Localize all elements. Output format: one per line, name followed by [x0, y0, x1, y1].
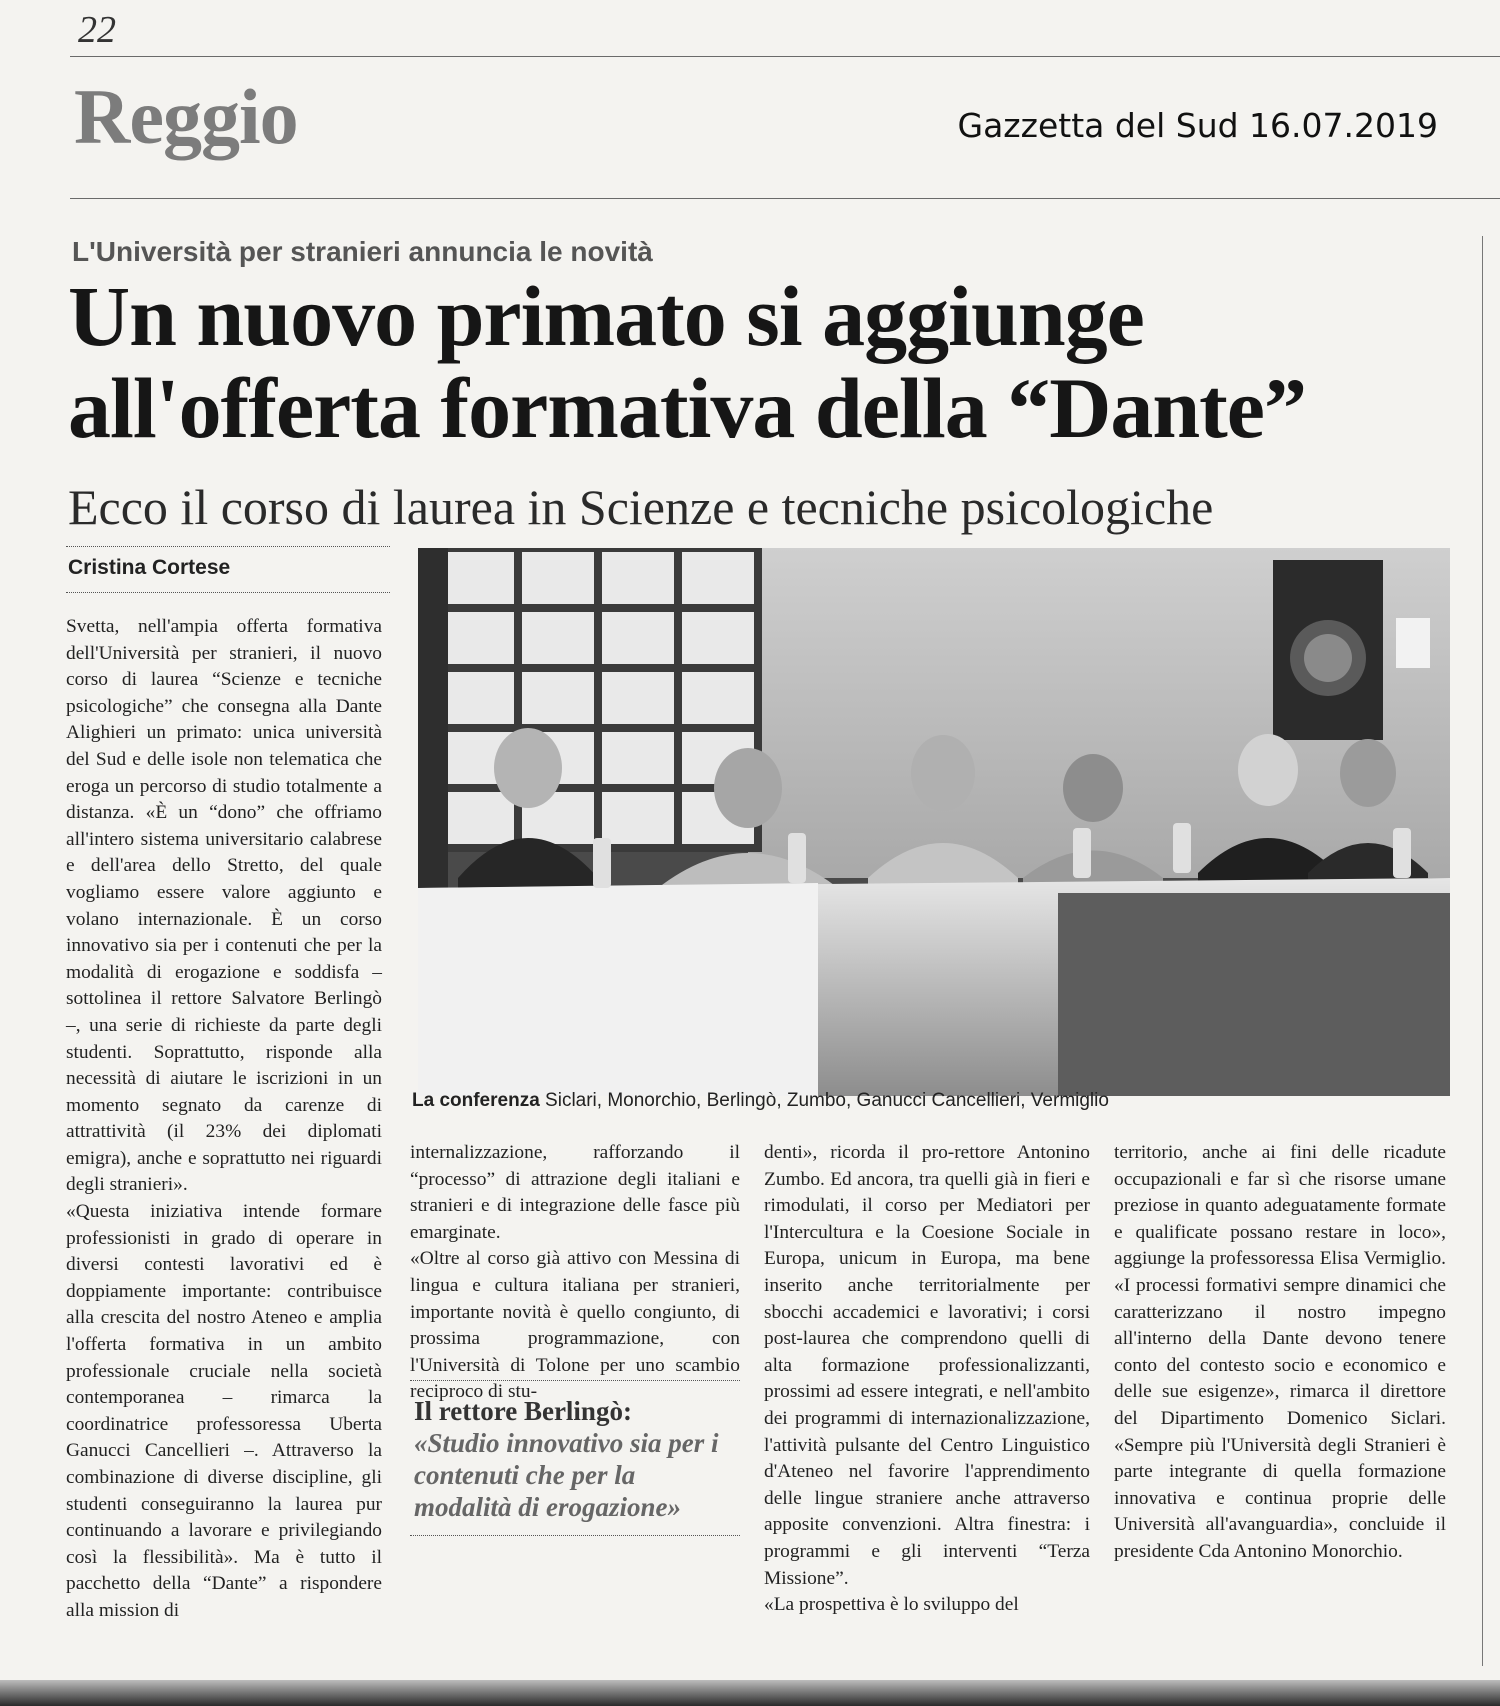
window: [438, 548, 758, 848]
source-label: Gazzetta del Sud 16.07.2019: [957, 106, 1438, 145]
photo-caption: [412, 1090, 1109, 1112]
section-rule: [70, 198, 1500, 199]
conference-photo: [418, 548, 1450, 1096]
byline: Cristina Cortese: [68, 556, 231, 579]
pull-quote-title: Il rettore Berlingò:: [414, 1396, 632, 1426]
section-title: Reggio: [74, 73, 298, 160]
caption-text: Siclari, Monorchio, Berlingò, Zumbo, Ganucci Cancellieri, Vermiglio: [545, 1090, 1109, 1111]
byline-rule-bottom: [66, 592, 390, 593]
headline-line-1: Un nuovo primato si aggiunge: [68, 268, 1144, 364]
subheadline: Ecco il corso di laurea in Scienze e tecniche psicologiche: [68, 479, 1214, 535]
adjacent-column-edge: [1482, 236, 1500, 1666]
headline: [68, 270, 1448, 454]
byline-rule-top: [66, 546, 390, 547]
article-column-4: territorio, anche ai fini delle ricadute occupazionali e far sì che risorse umane preziose in quanto adeguatamente formate e qualificate possano restare in loco», aggiunge la professoressa Elisa Vermiglio. «I processi formativi sempre dinamici che caratterizzano il nostro impegno all'interno della Dante devono tenere conto del contesto socio e economico e delle sue esigenze», rimarca il direttore del Dipartimento Domenico Siclari. «Sempre più l'Università degli Stranieri è parte integrante di quella formazione innovativa e continua proprie delle Università all'avanguardia», concluide il presidente Cda Antonino Monorchio.: [1114, 1142, 1446, 1562]
pull-quote-text: «Studio innovativo sia per i contenuti che per la modalità di erogazione»: [414, 1428, 719, 1522]
conference-photo-illustration: [418, 548, 1450, 1096]
article-column-3: denti», ricorda il pro-rettore Antonino Zumbo. Ed ancora, tra quelli già in fieri e rimodulati, il corso per Mediatori per l'Intercultura e la Coesione Sociale in Europa, unicum in Europa, ma bene inserito anche territorialmente per sbocchi accademici e lavorativi; i corsi post-laurea che comprendono quelli di alta formazione professionalizzanti, prossimi ad essere integrati, e nell'ambito dei programmi di internazionalizzazione, l'attività pulsante del Centro Linguistico d'Ateneo nel favorire l'apprendimento delle lingue straniere anche attraverso apposite convenzioni. Altra finestra: i programmi e gli interventi “Terza Missione”. «La prospettiva è lo sviluppo del: [764, 1142, 1090, 1616]
pull-quote: [410, 1380, 740, 1536]
caption-label: La conferenza: [412, 1090, 540, 1111]
page-number: 22: [78, 9, 116, 51]
headline-line-2: all'offerta formativa della “Dante”: [68, 360, 1306, 456]
kicker: L'Università per stranieri annuncia le novità: [72, 236, 653, 267]
scan-bottom-edge: [0, 1680, 1500, 1706]
top-rule: [70, 56, 1500, 57]
article-column-1: Svetta, nell'ampia offerta formativa dell'Università per stranieri, il nuovo corso di laurea “Scienze e tecniche psicologiche” che consegna alla Dante Alighieri un primato: unica università del Sud e delle isole non telematica che eroga un percorso di studio totalmente a distanza. «È un “dono” che offriamo all'intero sistema universitario calabrese e dell'area dello Stretto, del quale vogliamo essere valore aggiunto e volano internazionale. È un corso innovativo sia per i contenuti che per la modalità di erogazione e soddisfa – sottolinea il rettore Salvatore Berlingò –, una serie di richieste da parte degli studenti. Soprattutto, risponde alla necessità di aiutare le iscrizioni in un momento segnato da carenze di attrattività (il 23% dei diplomati emigra), anche e soprattutto nei riguardi degli stranieri». «Questa iniziativa intende formare professionisti in grado di operare in diversi contesti lavorativi ed è doppiamente importante: contribuisce alla crescita del nostro Ateneo e amplia l'offerta formativa in un ambito professionale cruciale nella società contemporanea – rimarca la coordinatrice professoressa Uberta Ganucci Cancellieri –. Attraverso la combinazione di diverse discipline, gli studenti conseguiranno la laurea pur continuando a lavorare e privilegiando così la flessibilità». Ma è tutto il pacchetto della “Dante” a rispondere alla mission di: [66, 616, 382, 1621]
article-column-2: internalizzazione, rafforzando il “processo” di attrazione degli italiani e stranieri e di integrazione delle fasce più emarginate. «Oltre al corso già attivo con Messina di lingua e cultura italiana per stranieri, importante novità è quello congiunto, di prossima programmazione, con l'Università di Tolone per uno scambio reciproco di stu-: [410, 1142, 740, 1403]
